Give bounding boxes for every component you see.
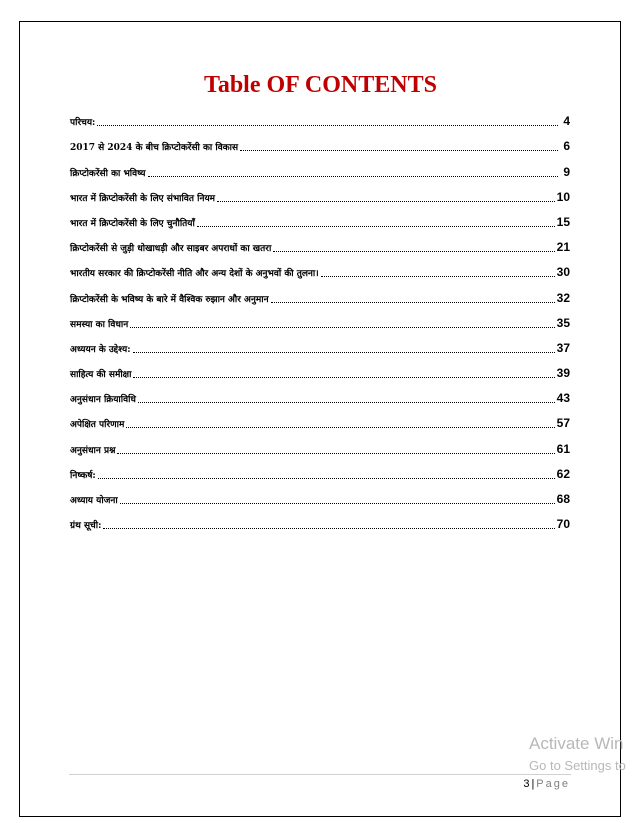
toc-entry-page: 68 bbox=[556, 492, 570, 506]
toc-entry-page: 37 bbox=[556, 340, 570, 355]
dot-leader bbox=[117, 453, 554, 454]
dot-leader bbox=[138, 402, 555, 403]
toc-entry-label: परिचय: bbox=[70, 118, 96, 129]
toc-entry[interactable] bbox=[70, 430, 570, 455]
dot-leader bbox=[240, 150, 558, 151]
footer-rule bbox=[69, 774, 571, 775]
toc-entry[interactable] bbox=[70, 179, 570, 204]
dot-leader bbox=[133, 377, 554, 378]
toc-entry-page: 21 bbox=[556, 240, 570, 255]
toc-entry[interactable] bbox=[70, 330, 570, 355]
toc-entry[interactable] bbox=[70, 506, 570, 531]
toc-entry[interactable] bbox=[70, 279, 570, 304]
toc-list bbox=[70, 103, 570, 531]
page-separator: | bbox=[531, 778, 535, 790]
dot-leader bbox=[98, 478, 555, 479]
toc-entry-page: 62 bbox=[556, 466, 570, 481]
toc-entry-page: 30 bbox=[556, 265, 570, 280]
dot-leader bbox=[148, 176, 558, 177]
toc-entry-label: भारत में क्रिप्टोकरेंसी के लिए संभावित नियम bbox=[70, 193, 216, 204]
toc-entry[interactable] bbox=[70, 229, 570, 254]
toc-entry-label: अनुसंधान प्रश्न bbox=[70, 445, 116, 456]
dot-leader bbox=[126, 427, 554, 428]
toc-entry-label: भारत में क्रिप्टोकरेंसी के लिए चुनौतियाँ bbox=[70, 218, 195, 229]
toc-entry-label: अध्ययन के उद्देश्य: bbox=[70, 344, 131, 355]
toc-entry-label: साहित्य की समीक्षा bbox=[70, 370, 132, 381]
dot-leader bbox=[197, 226, 555, 227]
page-number: 3 bbox=[523, 778, 530, 790]
dot-leader bbox=[273, 251, 554, 252]
toc-entry[interactable] bbox=[70, 355, 570, 380]
toc-entry[interactable] bbox=[70, 153, 570, 178]
toc-entry-label: भारतीय सरकार की क्रिप्टोकरेंसी नीति और अन्य देशों के अनुभवों की तुलना। bbox=[70, 269, 319, 280]
dot-leader bbox=[217, 201, 555, 202]
dot-leader bbox=[133, 352, 555, 353]
toc-entry[interactable] bbox=[70, 405, 570, 430]
toc-title: Table OF CONTENTS bbox=[204, 72, 437, 98]
toc-entry[interactable] bbox=[70, 204, 570, 229]
footer-page-number bbox=[490, 778, 570, 790]
toc-entry-label: ग्रंथ सूची: bbox=[70, 521, 102, 532]
dot-leader bbox=[271, 302, 555, 303]
toc-entry[interactable] bbox=[70, 128, 570, 153]
toc-entry-label: अपेक्षित परिणाम bbox=[70, 420, 125, 431]
toc-entry[interactable] bbox=[70, 481, 570, 506]
toc-entry-page: 70 bbox=[556, 517, 570, 532]
toc-entry-label: अध्याय योजना bbox=[70, 496, 118, 506]
toc-entry[interactable] bbox=[70, 380, 570, 405]
dot-leader bbox=[97, 125, 558, 126]
toc-entry-page: 43 bbox=[556, 391, 570, 406]
toc-entry-page: 9 bbox=[563, 164, 570, 179]
toc-entry[interactable] bbox=[70, 103, 570, 128]
toc-entry-label: 2017 से 2024 के बीच क्रिप्टोकरेंसी का विकास bbox=[70, 143, 239, 154]
toc-entry-page: 10 bbox=[556, 189, 570, 204]
toc-entry-page: 32 bbox=[556, 290, 570, 305]
toc-entry[interactable] bbox=[70, 456, 570, 481]
toc-entry-page: 4 bbox=[563, 114, 570, 129]
activation-watermark-subtitle: Go to Settings to bbox=[529, 758, 626, 773]
toc-entry-page: 57 bbox=[556, 416, 570, 431]
dot-leader bbox=[130, 327, 554, 328]
toc-entry-page: 6 bbox=[563, 139, 570, 154]
page-word: Page bbox=[536, 778, 570, 790]
toc-entry[interactable] bbox=[70, 254, 570, 279]
toc-entry-label: क्रिप्टोकरेंसी का भविष्य bbox=[70, 168, 146, 179]
toc-entry-label: समस्या का विधान bbox=[70, 319, 129, 330]
toc-entry-page: 61 bbox=[556, 441, 570, 456]
dot-leader bbox=[321, 276, 555, 277]
toc-entry-page: 35 bbox=[556, 315, 570, 330]
dot-leader bbox=[103, 528, 554, 529]
toc-entry-page: 15 bbox=[556, 214, 570, 229]
toc-entry-label: निष्कर्ष: bbox=[70, 470, 96, 481]
toc-entry-page: 39 bbox=[556, 366, 570, 381]
dot-leader bbox=[120, 503, 555, 504]
toc-entry-label: अनुसंधान क्रियाविधि bbox=[70, 395, 136, 406]
toc-entry-label: क्रिप्टोकरेंसी के भविष्य के बारे में वैश्विक रुझान और अनुमान bbox=[70, 294, 269, 305]
activation-watermark-title: Activate Win bbox=[529, 734, 624, 753]
toc-entry[interactable] bbox=[70, 305, 570, 330]
toc-entry-label: क्रिप्टोकरेंसी से जुड़ी धोखाधड़ी और साइबर अपराधों का खतरा bbox=[70, 244, 272, 255]
